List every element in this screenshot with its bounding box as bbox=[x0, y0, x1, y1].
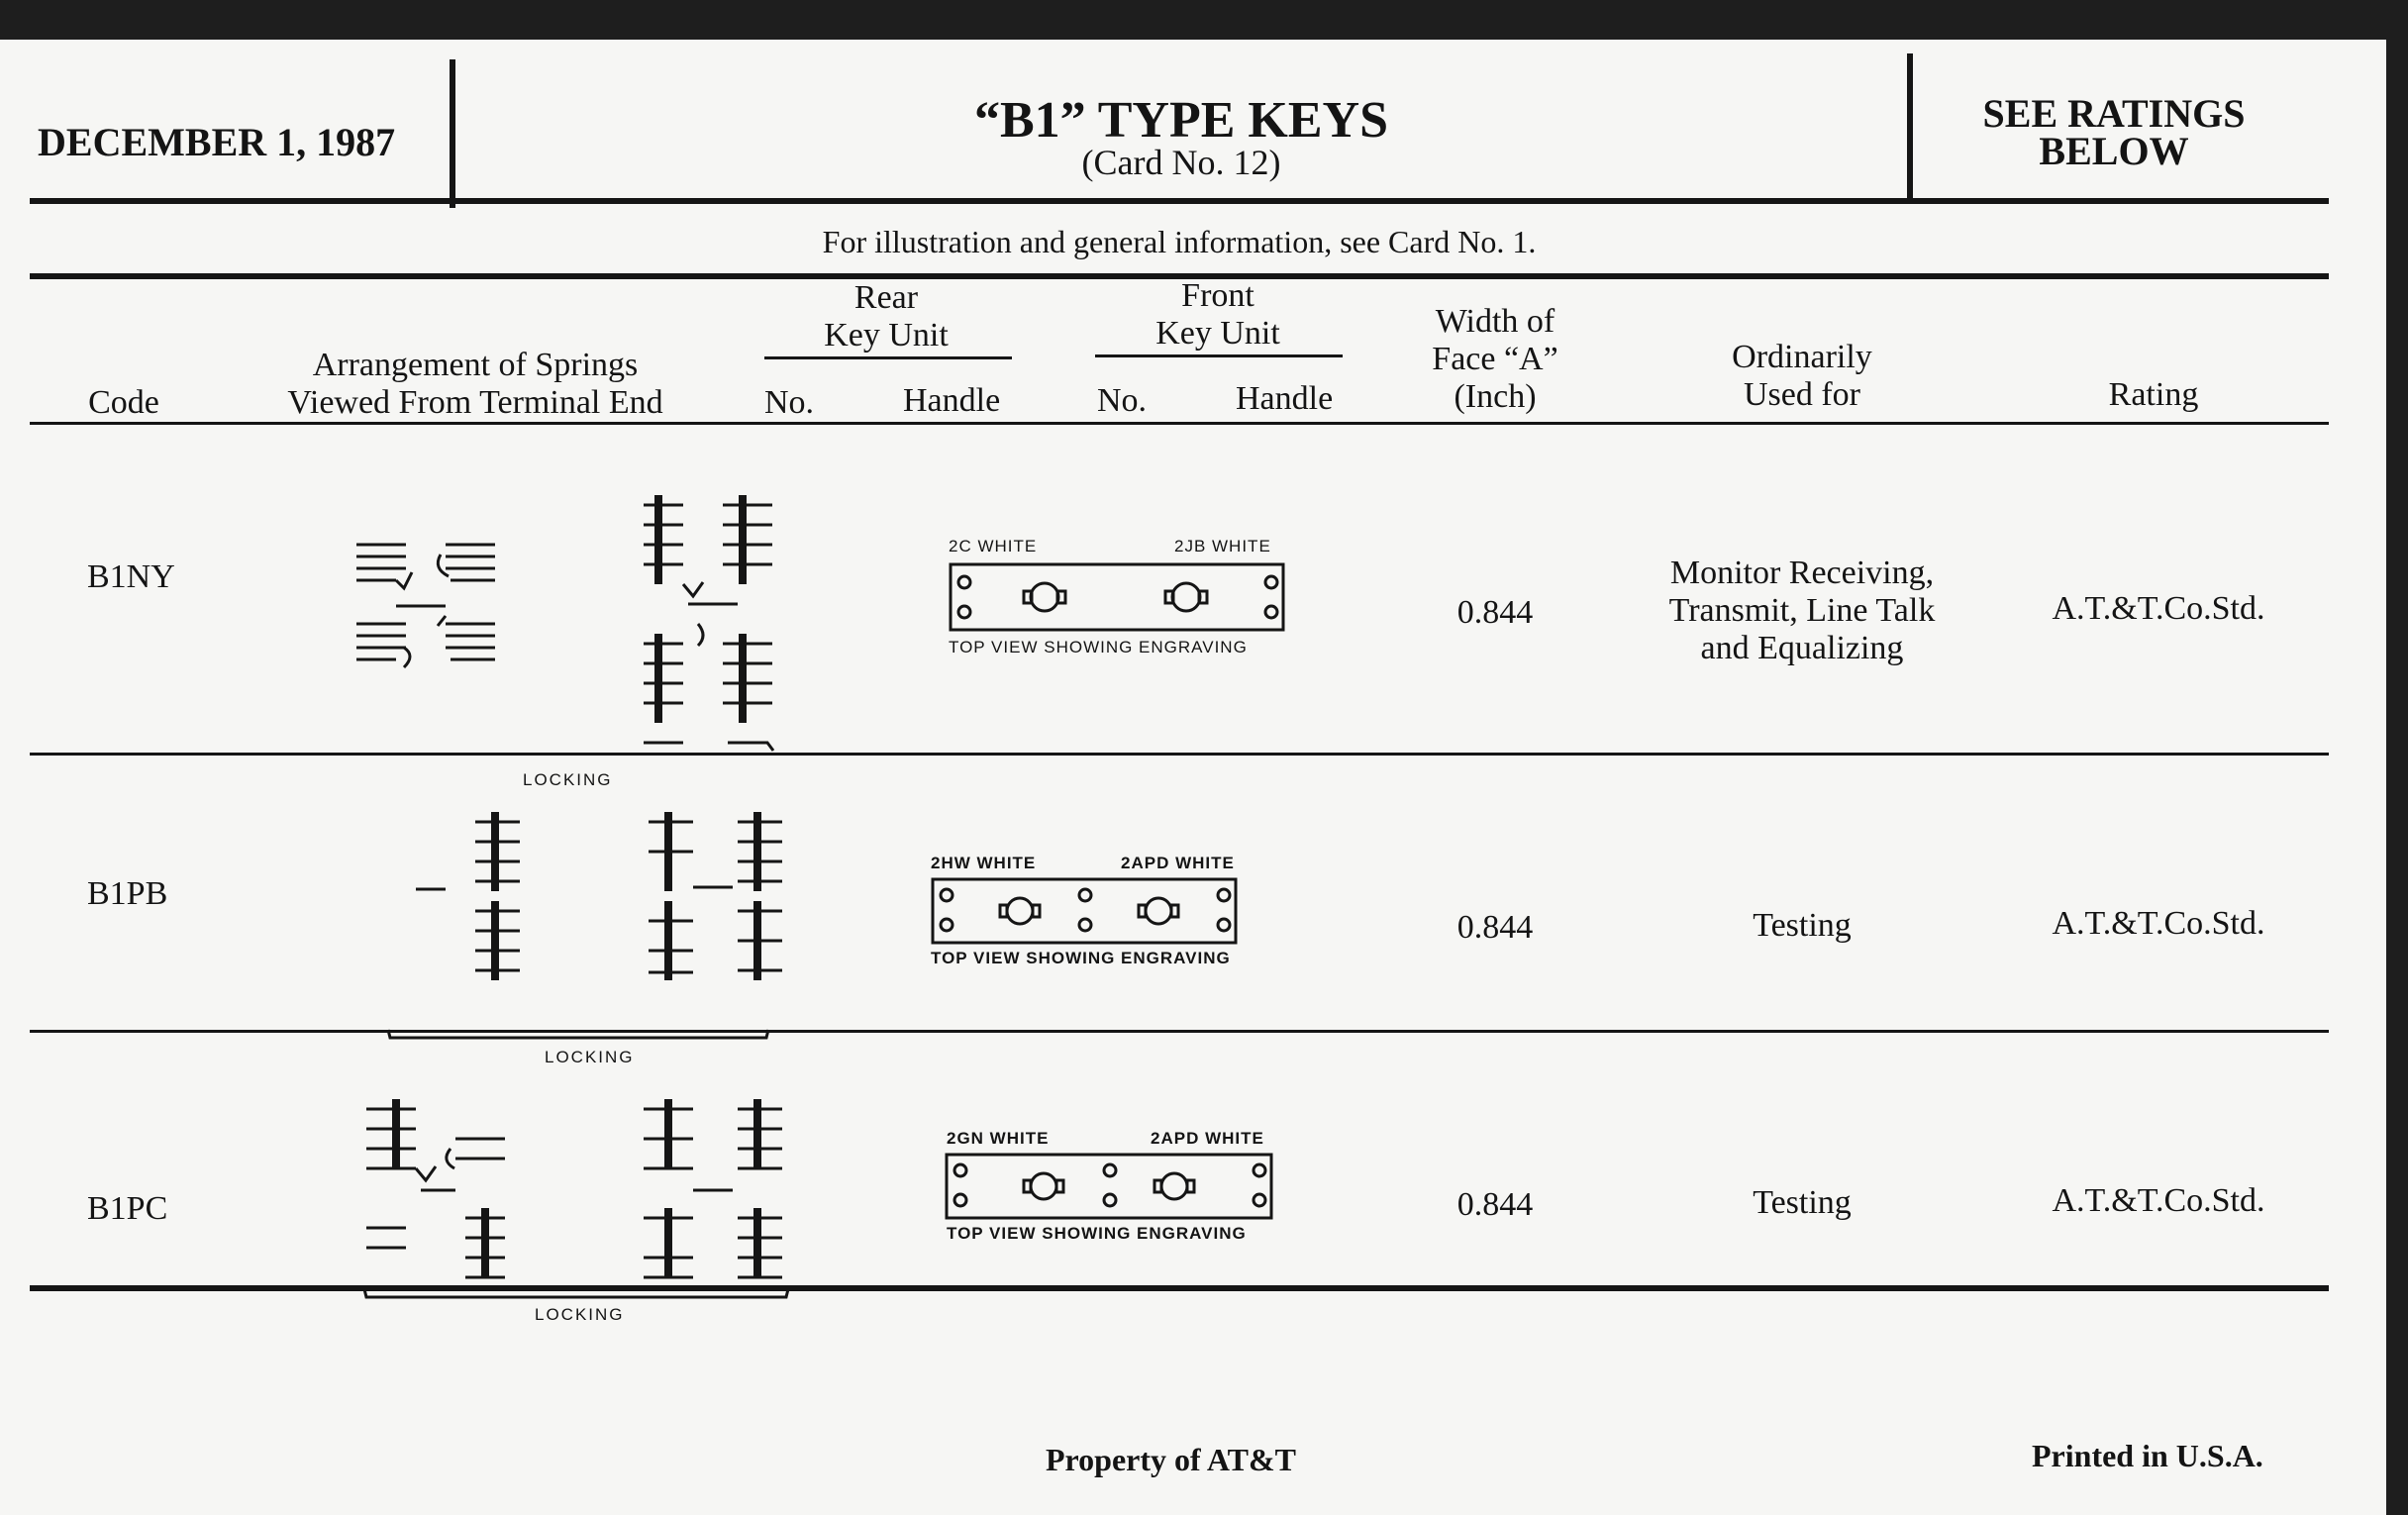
col-rating: Rating bbox=[2108, 376, 2199, 413]
row-used-line3: and Equalizing bbox=[1700, 630, 1904, 666]
footer-printed: Printed in U.S.A. bbox=[2032, 1438, 2263, 1473]
engraving-caption: TOP VIEW SHOWING ENGRAVING bbox=[949, 638, 1248, 656]
engraving-label-right: 2APD WHITE bbox=[1151, 1129, 1264, 1148]
col-used-line1: Ordinarily bbox=[1732, 339, 1872, 375]
footer-property: Property of AT&T bbox=[1046, 1442, 1296, 1477]
col-width bbox=[1386, 303, 1604, 416]
row-code: B1PC bbox=[87, 1190, 168, 1227]
column-header-rule bbox=[30, 422, 2329, 425]
row-used-line1: Monitor Receiving, bbox=[1669, 555, 1935, 591]
row-locking-label: LOCKING bbox=[545, 1048, 635, 1066]
col-width-line3: (Inch) bbox=[1454, 378, 1537, 415]
card-title: “B1” TYPE KEYS bbox=[973, 92, 1389, 149]
spring-arrangement-diagram bbox=[376, 762, 812, 1050]
col-springs bbox=[238, 347, 713, 422]
rating-note-line2: BELOW bbox=[2039, 129, 2189, 173]
col-springs-line2: Viewed From Terminal End bbox=[287, 384, 663, 421]
col-front bbox=[1094, 277, 1342, 353]
col-width-line2: Face “A” bbox=[1432, 341, 1558, 377]
row-code: B1NY bbox=[87, 558, 175, 595]
rear-underline bbox=[764, 356, 1012, 359]
row-rating: A.T.&T.Co.Std. bbox=[2052, 905, 2265, 942]
row-rule bbox=[30, 1030, 2329, 1033]
engraving-caption: TOP VIEW SHOWING ENGRAVING bbox=[947, 1224, 1247, 1243]
col-used-line2: Used for bbox=[1743, 376, 1861, 413]
row-used-for: Testing bbox=[1753, 907, 1852, 944]
row-used-for: Testing bbox=[1753, 1184, 1852, 1221]
front-underline bbox=[1095, 354, 1343, 357]
col-rear-line2: Key Unit bbox=[824, 317, 949, 354]
col-rear-no: No. bbox=[764, 384, 815, 421]
col-front-line2: Key Unit bbox=[1155, 315, 1280, 352]
col-code: Code bbox=[88, 384, 159, 421]
card-date: DECEMBER 1, 1987 bbox=[38, 120, 396, 164]
row-used-line2: Transmit, Line Talk bbox=[1668, 592, 1936, 629]
col-rear-handle: Handle bbox=[903, 382, 1001, 419]
engraving-caption: TOP VIEW SHOWING ENGRAVING bbox=[931, 949, 1231, 967]
handle-engraving-plate bbox=[945, 1151, 1275, 1222]
row-width-value: 0.844 bbox=[1456, 1186, 1534, 1223]
spring-arrangement-diagram bbox=[337, 436, 812, 792]
row-rule bbox=[30, 753, 2329, 756]
header-rule bbox=[30, 198, 2329, 204]
col-springs-line1: Arrangement of Springs bbox=[312, 347, 639, 383]
col-rear-line1: Rear bbox=[853, 279, 919, 316]
row-width-value: 0.844 bbox=[1456, 594, 1534, 631]
table-bottom-rule bbox=[30, 1285, 2329, 1291]
col-width-line1: Width of bbox=[1435, 303, 1555, 340]
col-front-line1: Front bbox=[1181, 277, 1254, 314]
handle-engraving-plate bbox=[931, 875, 1240, 947]
engraving-label-left: 2C WHITE bbox=[949, 537, 1038, 556]
row-rating: A.T.&T.Co.Std. bbox=[2052, 590, 2265, 627]
col-rear bbox=[762, 279, 1010, 354]
row-used-for bbox=[1604, 555, 2000, 667]
reference-card bbox=[0, 40, 2386, 1515]
row-locking-label: LOCKING bbox=[535, 1305, 625, 1324]
engraving-label-right: 2APD WHITE bbox=[1121, 854, 1235, 872]
engraving-label-left: 2GN WHITE bbox=[947, 1129, 1050, 1148]
handle-engraving-plate bbox=[949, 560, 1287, 635]
col-front-handle: Handle bbox=[1236, 380, 1334, 417]
row-code: B1PB bbox=[87, 875, 168, 912]
engraving-label-right: 2JB WHITE bbox=[1174, 537, 1271, 556]
header-divider-right bbox=[1907, 53, 1913, 202]
engraving-label-left: 2HW WHITE bbox=[931, 854, 1037, 872]
info-line: For illustration and general information, see Card No. 1. bbox=[822, 224, 1537, 259]
row-width-value: 0.844 bbox=[1456, 909, 1534, 946]
col-front-no: No. bbox=[1097, 382, 1148, 419]
card-subtitle: (Card No. 12) bbox=[1081, 143, 1281, 182]
row-locking-label: LOCKING bbox=[523, 770, 613, 789]
row-rating: A.T.&T.Co.Std. bbox=[2052, 1182, 2265, 1219]
rating-note-line1: SEE RATINGS bbox=[1982, 91, 2246, 136]
col-used bbox=[1604, 339, 2000, 414]
rating-note bbox=[1916, 91, 2312, 173]
